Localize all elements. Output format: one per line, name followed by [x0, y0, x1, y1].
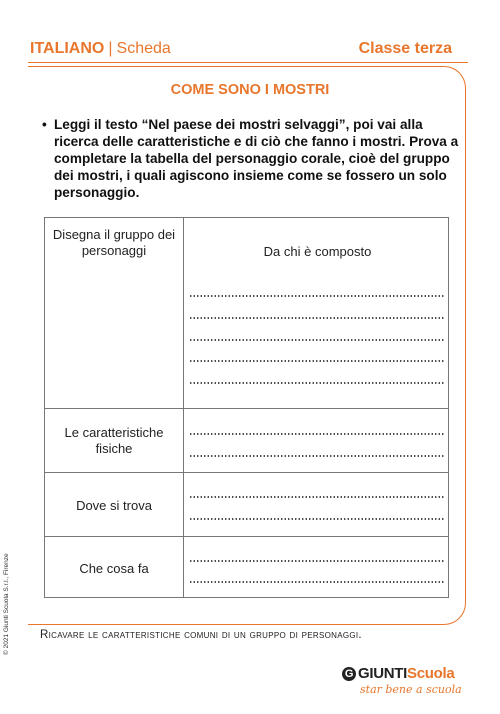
header-subject — [30, 40, 171, 58]
row-label-actions: Che cosa fa — [79, 561, 149, 576]
row-label-draw-group: Disegna il gruppo dei personaggi — [52, 227, 176, 258]
page-title: COME SONO I MOSTRI — [170, 82, 330, 98]
giunti-logo-icon: G — [342, 667, 356, 681]
table-row-divider — [45, 536, 448, 537]
table-row-divider — [45, 408, 448, 409]
answer-line[interactable] — [189, 317, 444, 319]
header-separator: | — [108, 40, 113, 57]
answer-line[interactable] — [189, 496, 444, 498]
copyright-notice: © 2021 Giunti Scuola S.r.l., Firenze — [3, 553, 10, 655]
worksheet-label: Scheda — [116, 40, 171, 57]
header-divider — [28, 62, 468, 63]
answer-line[interactable] — [189, 518, 444, 520]
logo-brand — [342, 665, 462, 682]
table-column-divider — [183, 408, 184, 598]
answer-line[interactable] — [189, 433, 444, 435]
logo-tagline: star bene a scuola — [360, 683, 462, 696]
answer-line[interactable] — [189, 360, 444, 362]
column-heading-composition: Da chi è composto — [263, 244, 372, 259]
answer-line[interactable] — [189, 581, 444, 583]
answer-line[interactable] — [189, 455, 444, 457]
answer-line[interactable] — [189, 295, 444, 297]
bullet-icon: • — [42, 117, 47, 132]
publisher-logo — [342, 665, 462, 696]
answer-line[interactable] — [189, 560, 444, 562]
row-label-physical-traits: Le caratteristiche fisiche — [64, 425, 164, 456]
learning-objective: Ricavare le caratteristiche comuni di un gruppo di personaggi. — [40, 629, 362, 641]
row-label-location: Dove si trova — [76, 498, 152, 513]
grade-label: Classe terza — [358, 40, 452, 57]
logo-brand-accent: Scuola — [407, 665, 455, 682]
subject-label: ITALIANO — [30, 40, 105, 57]
character-table — [44, 217, 449, 598]
answer-line[interactable] — [189, 382, 444, 384]
logo-brand-name: GIUNTI — [358, 665, 408, 682]
instruction-text: Leggi il testo “Nel paese dei mostri selvaggi”, poi vai alla ricerca delle caratteristiche e di ciò che fanno i mostri. Prova a completare la tabella del personaggio corale, cioè del gruppo dei mostri, i quali agiscono insieme come se fossero un solo personaggio. — [54, 117, 459, 200]
answer-line[interactable] — [189, 339, 444, 341]
table-column-divider — [183, 218, 184, 408]
instruction-paragraph — [44, 116, 464, 201]
table-row-divider — [45, 472, 448, 473]
